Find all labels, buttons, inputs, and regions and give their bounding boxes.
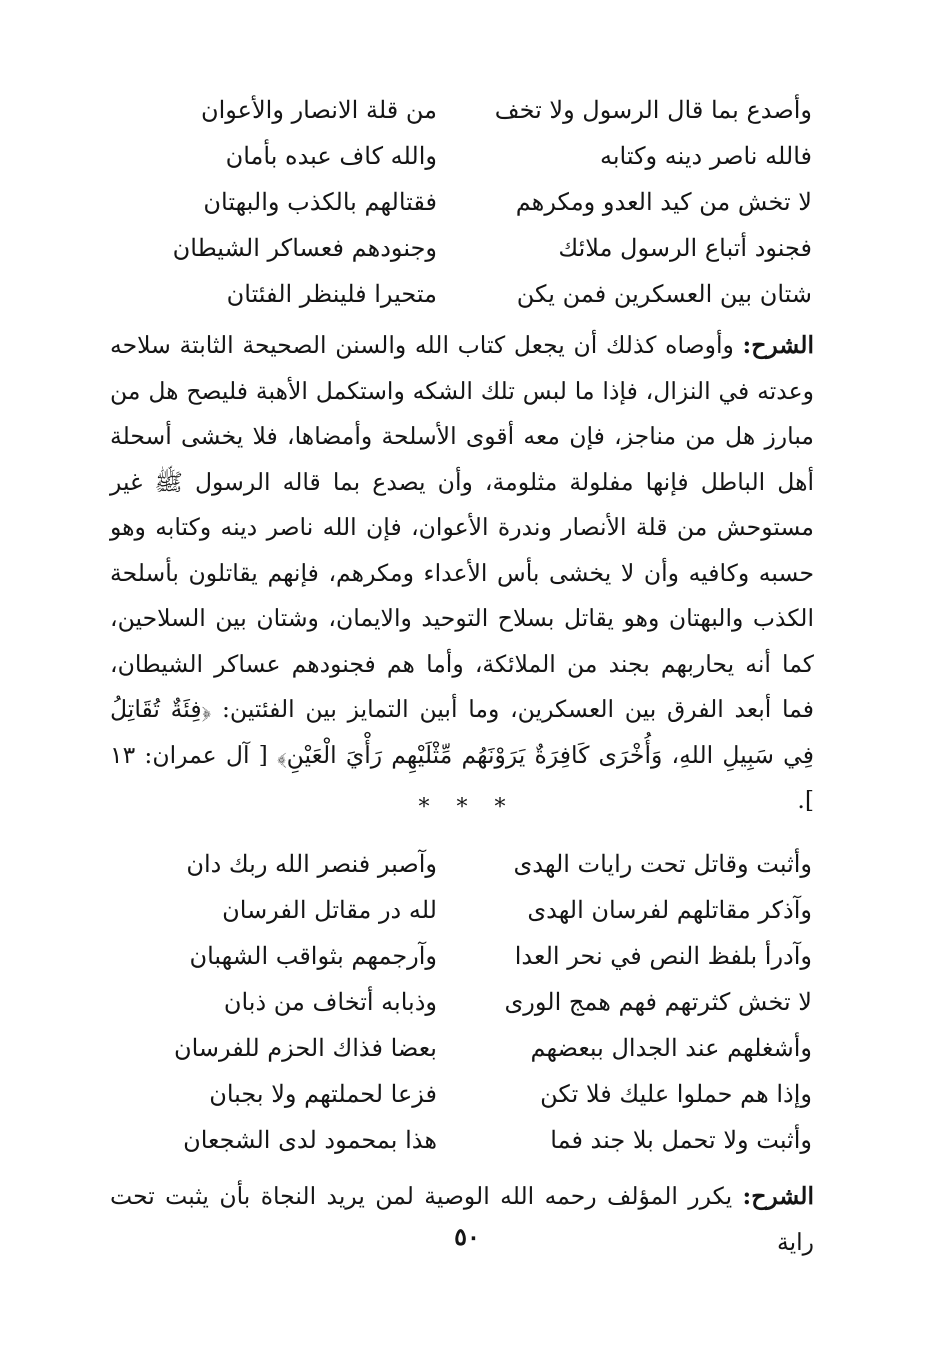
verse-second-hemistich: فزعا لحملتهم ولا بجبان <box>209 1080 437 1108</box>
verse-second-hemistich: هذا بمحمود لدى الشجعان <box>183 1126 437 1154</box>
verse-first-hemistich: لا تخش كثرتهم فهم همج الورى <box>504 988 812 1016</box>
verse-line <box>112 271 812 317</box>
page-number: ٥٠ <box>454 1222 480 1251</box>
verse-second-hemistich: من قلة الانصار والأعوان <box>200 96 437 124</box>
verse-first-hemistich: وأثبت ولا تحمل بلا جند فما <box>550 1126 812 1154</box>
verse-line <box>112 841 812 887</box>
verse-second-hemistich: وجنودهم فعساكر الشيطان <box>172 234 437 262</box>
verse-second-hemistich: لله در مقاتل الفرسان <box>222 896 437 924</box>
verse-line <box>112 933 812 979</box>
verse-second-hemistich: وآصبر فنصر الله ربك دان <box>186 850 437 878</box>
verse-line <box>112 87 812 133</box>
verse-second-hemistich: متحيرا فلينظر الفئتان <box>226 280 437 308</box>
verse-first-hemistich: فالله ناصر دينه وكتابه <box>599 142 812 170</box>
section-separator: * * * <box>418 795 516 820</box>
verse-line <box>112 133 812 179</box>
commentary-paragraph <box>110 323 814 824</box>
commentary-2 <box>110 1174 814 1265</box>
quran-quote: ﴿فِئَةٌ تُقَاتِلُ فِي سَبِيلِ اللهِ، وَأُخْرَى كَافِرَةٌ يَرَوْنَهُم مِّثْلَيْهِم رَأْيَ الْعَيْنِ﴾ <box>110 695 814 769</box>
verse-second-hemistich: فقتالهم بالكذب والبهتان <box>203 188 437 216</box>
quran-citation: [ آل عمران: ١٣ ]. <box>110 740 814 814</box>
commentary-label: الشرح: <box>742 331 814 359</box>
verse-second-hemistich: وآرجمهم بثواقب الشهبان <box>189 942 437 970</box>
verse-first-hemistich: فجنود أتباع الرسول ملائك <box>558 234 812 262</box>
verse-first-hemistich: وآدرأ بلفظ النص في نحر العدا <box>514 942 812 970</box>
commentary-label: الشرح: <box>742 1182 814 1210</box>
commentary-text: يكرر المؤلف رحمه الله الوصية لمن يريد النجاة بأن يثبت تحت راية <box>110 1182 814 1256</box>
verse-first-hemistich: وأصدع بما قال الرسول ولا تخف <box>494 96 812 124</box>
verse-first-hemistich: شتان بين العسكرين فمن يكن <box>516 280 812 308</box>
verse-line <box>112 979 812 1025</box>
poem-block-1 <box>112 87 812 317</box>
verse-second-hemistich: والله كاف عبده بأمان <box>225 142 437 170</box>
verse-line <box>112 1025 812 1071</box>
commentary-text: وأوصاه كذلك أن يجعل كتاب الله والسنن الصحيحة الثابتة سلاحه وعدته في النزال، فإذا ما لبس تلك الشكه واستكمل الأهبة فليصح هل من مبارز هل من مناجز، فإن معه أقوى الأسلحة وأمضاها، فلا يخشى أسحلة أهل الباطل فإنها مفلولة مثلومة، وأن يصدع بما قاله الرسول ﷺ غير مستوحش من قلة الأنصار وندرة الأعوان، فإن الله ناصر دينه وكتابه وهو حسبه وكافيه وأن لا يخشى بأس الأعداء ومكرهم، فإنهم يقاتلون بأسلحة الكذب والبهتان وهو يقاتل بسلاح التوحيد والايمان، وشتان بين السلاحين، كما أنه يحاربهم بجند من الملائكة، وأما هم فجنودهم عساكر الشيطان، فما أبعد الفرق بين العسكرين، وما أبين التمايز بين الفئتين: <box>110 331 815 723</box>
commentary-1 <box>110 323 814 824</box>
commentary-paragraph <box>110 1174 814 1265</box>
verse-first-hemistich: لا تخش من كيد العدو ومكرهم <box>515 188 812 216</box>
verse-first-hemistich: وآذكر مقاتلهم لفرسان الهدى <box>527 896 812 924</box>
verse-line <box>112 225 812 271</box>
verse-line <box>112 1117 812 1163</box>
verse-second-hemistich: بعضا فذاك الحزم للفرسان <box>173 1034 437 1062</box>
verse-line <box>112 1071 812 1117</box>
verse-first-hemistich: وإذا هم حملوا عليك فلا تكن <box>540 1080 812 1108</box>
verse-first-hemistich: وأشغلهم عند الجدال ببعضهم <box>530 1034 812 1062</box>
verse-line <box>112 179 812 225</box>
verse-line <box>112 887 812 933</box>
verse-second-hemistich: وذبابه أتخاف من ذبان <box>223 988 437 1016</box>
verse-first-hemistich: وأثبت وقاتل تحت رايات الهدى <box>513 850 812 878</box>
poem-block-2 <box>112 841 812 1163</box>
